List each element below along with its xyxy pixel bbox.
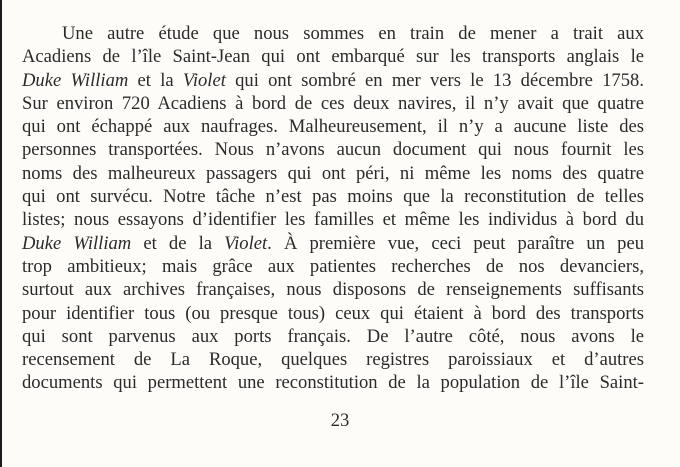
text-line [22, 278, 644, 301]
text-run: documents qui permettent une reconstitution de la population de l’île Saint- [22, 372, 644, 394]
text-line [22, 302, 644, 325]
text-run: qui sont parvenus aux ports français. De l’autre côté, nous avons le [22, 325, 644, 347]
text-run: pour identifier tous (ou presque tous) ceux qui étaient à bord des transports [22, 302, 644, 324]
text-line [22, 255, 644, 278]
text-line [22, 69, 644, 92]
text-run: Sur environ 720 Acadiens à bord de ces deux navires, il n’y avait que quatre [22, 92, 644, 114]
italic-ship-name: Violet [224, 232, 268, 254]
italic-ship-name: Duke William [22, 69, 129, 91]
text-run: noms des malheureux passagers qui ont péri, ni même les noms des quatre [22, 162, 644, 184]
text-run: Acadiens de l’île Saint-Jean qui ont embarqué sur les transports anglais le [22, 46, 644, 68]
text-run: . À première vue, ceci peut paraître un peu [267, 232, 645, 254]
text-run: trop ambitieux; mais grâce aux patientes recherches de nos devanciers, [22, 255, 644, 277]
text-line [22, 162, 644, 185]
body-paragraph [22, 22, 644, 395]
text-run: surtout aux archives françaises, nous disposons de renseignements suffisants [22, 279, 644, 301]
page-edge-border [0, 0, 2, 467]
text-run: Une autre étude que nous sommes en train de mener a trait aux [62, 23, 644, 44]
page-number: 23 [330, 410, 350, 431]
text-run: personnes transportées. Nous n’avons aucun document qui nous fournit les [22, 139, 644, 161]
text-line [22, 115, 644, 138]
text-run: recensement de La Roque, quelques registres paroissiaux et d’autres [22, 349, 644, 371]
italic-ship-name: Violet [182, 69, 226, 91]
text-line [22, 208, 644, 231]
document-page [22, 22, 644, 395]
text-line [22, 232, 644, 255]
text-line [22, 325, 644, 348]
text-run: et la [128, 69, 183, 91]
text-line [22, 348, 644, 371]
italic-ship-name: Duke William [22, 232, 132, 254]
text-run: listes; nous essayons d’identifier les familles et même les individus à bord du [22, 209, 644, 231]
text-run: et de la [131, 232, 225, 254]
text-line [22, 22, 644, 45]
text-run: qui ont échappé aux naufrages. Malheureusement, il n’y a aucune liste des [22, 116, 644, 138]
text-line [22, 45, 644, 68]
text-line [22, 371, 644, 394]
text-line [22, 185, 644, 208]
text-run: qui ont survécu. Notre tâche n’est pas moins que la reconstitution de telles [22, 186, 644, 208]
text-line [22, 138, 644, 161]
text-run: qui ont sombré en mer vers le 13 décembre 1758. [225, 69, 644, 91]
text-line [22, 92, 644, 115]
